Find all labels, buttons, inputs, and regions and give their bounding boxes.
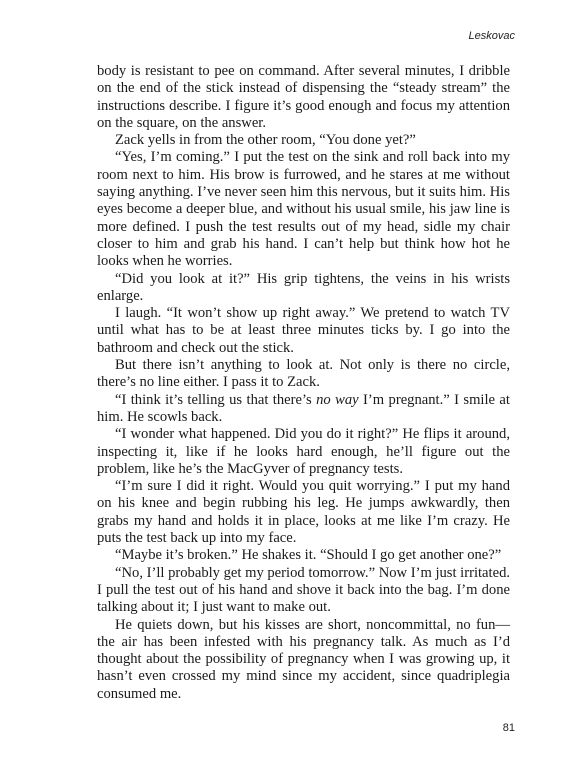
paragraph-11: “No, I’ll probably get my period tomorrow.” Now I’m just irritated. I pull the test out of his hand and shove it back into the bag. I’m done talking about it; I just want to make out. — [97, 564, 511, 616]
running-head: Leskovac — [468, 30, 515, 42]
paragraph-5: I laugh. “It won’t show up right away.” We pretend to watch TV until what has to be at least three minutes ticks by. I go into the bathroom and check out the stick. — [97, 305, 510, 356]
paragraph-8: “I wonder what happened. Did you do it right?” He flips it around, inspecting it, like if he looks hard enough, he’ll figure out the problem, like he’s the MacGyver of pregnancy tests. — [97, 426, 510, 477]
paragraph-7-emphasis: no way — [316, 391, 359, 408]
paragraph-4: “Did you look at it?” His grip tightens, the veins in his wrists enlarge. — [97, 270, 510, 304]
paragraph-10: “Maybe it’s broken.” He shakes it. “Should I go get another one?” — [115, 547, 502, 564]
paragraph-3: “Yes, I’m coming.” I put the test on the sink and roll back into my room next to him. His brow is furrowed, and he stares at me without saying anything. I’ve never seen him this nervous, but it suits him. His eyes become a deeper blue, and without his usual smile, his jaw line is more defined. I push the test results out of my head, sidle my chair closer to him and grab his hand. I can’t help but think how hot he looks when he worries. — [97, 149, 510, 270]
paragraph-6: But there isn’t anything to look at. Not only is there no circle, there’s no line either. I pass it to Zack. — [97, 357, 510, 391]
body-text — [97, 63, 510, 703]
paragraph-2: Zack yells in from the other room, “You done yet?” — [115, 132, 416, 149]
paragraph-7 — [97, 392, 510, 427]
paragraph-1: body is resistant to pee on command. After several minutes, I dribble on the end of the stick instead of dispensing the “steady stream” the instructions describe. I figure it’s good enough and focus my attention on the square, on the answer. — [97, 63, 510, 131]
paragraph-9: “I’m sure I did it right. Would you quit worrying.” I put my hand on his knee and begin rubbing his leg. He jumps awkwardly, then grabs my hand and holds it in place, looks at me like I’m crazy. He puts the test back up into my face. — [97, 478, 510, 547]
paragraph-7-after: I’m pregnant.” I smile at him. He scowls back. — [97, 391, 510, 425]
page-number: 81 — [502, 722, 515, 734]
paragraph-12: He quiets down, but his kisses are short, noncommittal, no fun—the air has been infested with his pregnancy talk. As much as I’d thought about the possibility of pregnancy when I was growing up, it hasn’t even crossed my mind since my accident, since quadriplegia consumed me. — [97, 616, 510, 702]
paragraph-7-before: “I think it’s telling us that there’s — [115, 391, 317, 408]
